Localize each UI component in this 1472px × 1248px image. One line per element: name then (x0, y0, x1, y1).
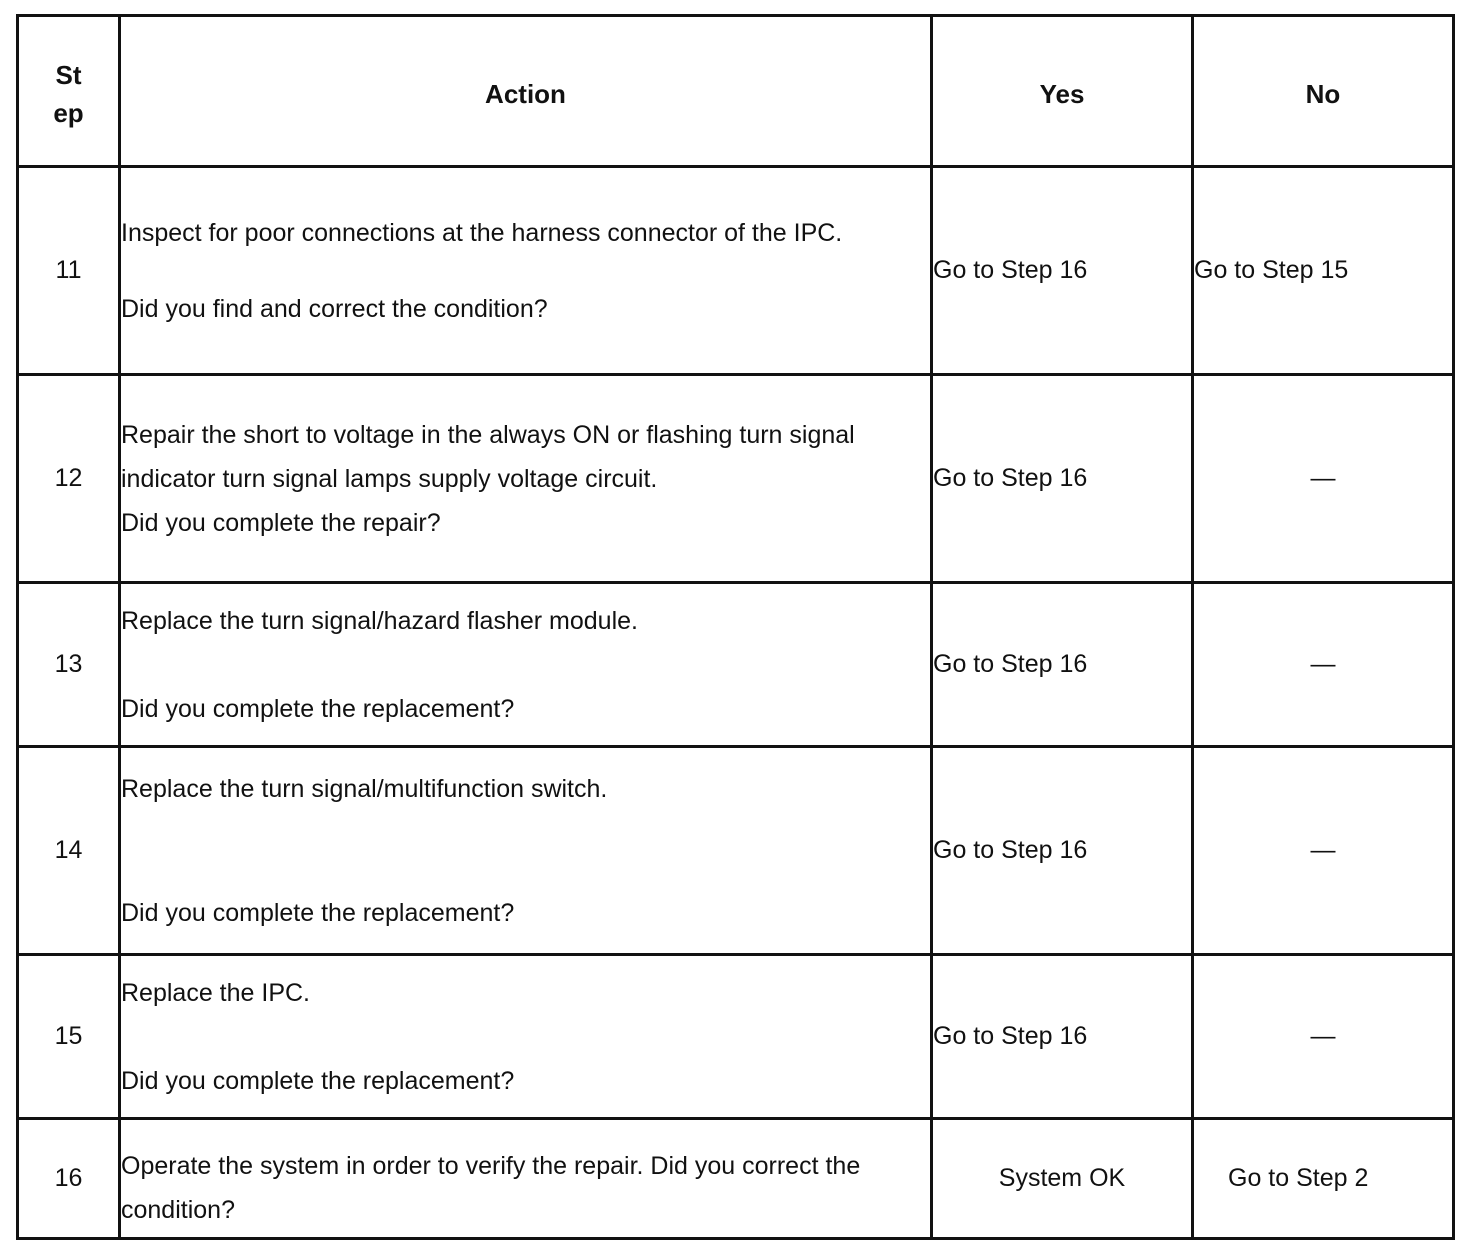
action-cell (120, 583, 932, 747)
action-cell (120, 375, 932, 583)
table-row (18, 1119, 1454, 1239)
action-cell (120, 1119, 932, 1239)
action-cell (120, 167, 932, 375)
action-text: Repair the short to voltage in the always ON or flashing turn signal indicator turn signal lamps supply voltage circuit. (121, 420, 855, 493)
header-yes: Yes (932, 16, 1193, 167)
action-text: Inspect for poor connections at the harness connector of the IPC. (121, 218, 843, 247)
table-row (18, 375, 1454, 583)
header-no: No (1193, 16, 1454, 167)
no-cell: — (1193, 955, 1454, 1119)
step-number: 16 (18, 1119, 120, 1239)
diagnostic-table (16, 14, 1455, 1240)
no-cell: Go to Step 15 (1193, 167, 1454, 375)
action-question: Did you complete the replacement? (121, 694, 515, 723)
header-row (18, 16, 1454, 167)
header-step: St ep (18, 16, 120, 167)
yes-cell: Go to Step 16 (932, 375, 1193, 583)
yes-cell: Go to Step 16 (932, 583, 1193, 747)
no-cell: — (1193, 375, 1454, 583)
table-row (18, 583, 1454, 747)
action-cell (120, 747, 932, 955)
step-number: 11 (18, 167, 120, 375)
table-row (18, 955, 1454, 1119)
no-cell: — (1193, 747, 1454, 955)
action-question: Did you complete the repair? (121, 508, 441, 537)
yes-cell: Go to Step 16 (932, 747, 1193, 955)
no-cell: Go to Step 2 (1193, 1119, 1454, 1239)
action-text: Replace the turn signal/hazard flasher module. (121, 606, 638, 635)
table-row (18, 167, 1454, 375)
no-cell: — (1193, 583, 1454, 747)
step-number: 13 (18, 583, 120, 747)
action-text: Replace the IPC. (121, 978, 310, 1007)
step-number: 14 (18, 747, 120, 955)
action-question: Did you complete the replacement? (121, 1066, 515, 1095)
action-question: Did you find and correct the condition? (121, 294, 548, 323)
header-action: Action (120, 16, 932, 167)
step-number: 15 (18, 955, 120, 1119)
action-cell (120, 955, 932, 1119)
action-question: Did you complete the replacement? (121, 898, 515, 927)
action-text: Replace the turn signal/multifunction switch. (121, 774, 608, 803)
action-text: Operate the system in order to verify the repair. Did you correct the condition? (121, 1151, 861, 1224)
table-row (18, 747, 1454, 955)
yes-cell: System OK (932, 1119, 1193, 1239)
yes-cell: Go to Step 16 (932, 167, 1193, 375)
yes-cell: Go to Step 16 (932, 955, 1193, 1119)
step-number: 12 (18, 375, 120, 583)
